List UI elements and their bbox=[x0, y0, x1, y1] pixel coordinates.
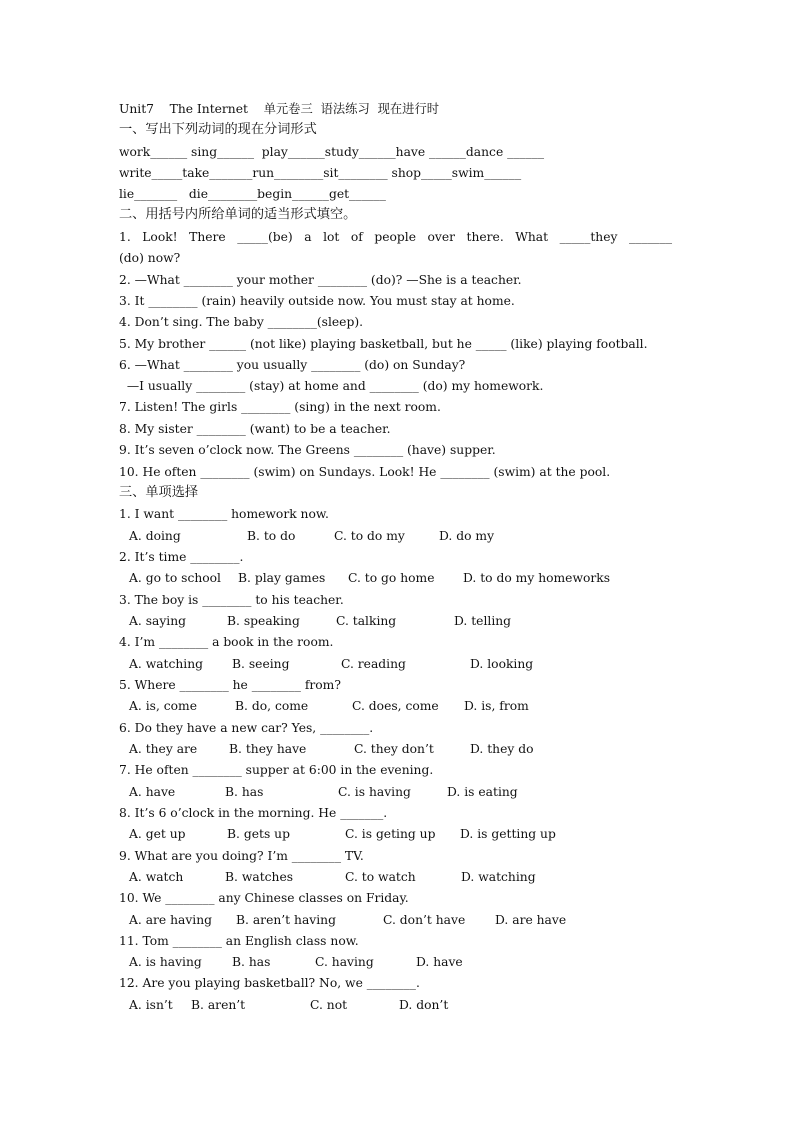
option-c: C. don’t have bbox=[383, 913, 466, 927]
fill-question: 9. It’s seven o’clock now. The Greens ________ (have) supper. bbox=[119, 443, 496, 457]
option-b: B. seeing bbox=[232, 657, 290, 671]
choice-question-stem: 12. Are you playing basketball? No, we ________. bbox=[119, 976, 420, 990]
option-c: C. reading bbox=[341, 657, 406, 671]
fill-question-continuation: (do) now? bbox=[119, 251, 181, 265]
fill-question: 3. It ________ (rain) heavily outside now. You must stay at home. bbox=[119, 294, 515, 308]
option-d: D. they do bbox=[470, 742, 534, 756]
option-a: A. go to school bbox=[129, 571, 221, 585]
verb-row: write_____take_______run________sit________ shop_____swim______ bbox=[119, 166, 522, 180]
option-b: B. aren’t bbox=[191, 998, 246, 1012]
option-b: B. they have bbox=[229, 742, 307, 756]
fill-question: 10. He often ________ (swim) on Sundays. Look! He ________ (swim) at the pool. bbox=[119, 465, 611, 479]
option-c: C. to go home bbox=[348, 571, 435, 585]
choice-options bbox=[129, 996, 689, 1014]
choice-options bbox=[129, 569, 689, 587]
option-d: D. is getting up bbox=[460, 827, 556, 841]
option-a: A. is, come bbox=[129, 699, 197, 713]
choice-question-stem: 6. Do they have a new car? Yes, ________. bbox=[119, 721, 374, 735]
fill-question: 5. My brother ______ (not like) playing basketball, but he _____ (like) playing football. bbox=[119, 337, 648, 351]
option-a: A. is having bbox=[129, 955, 202, 969]
option-b: B. has bbox=[225, 785, 264, 799]
option-a: A. isn’t bbox=[129, 998, 173, 1012]
option-d: D. looking bbox=[470, 657, 534, 671]
choice-question-stem: 2. It’s time ________. bbox=[119, 550, 244, 564]
option-d: D. is eating bbox=[447, 785, 518, 799]
choice-options bbox=[129, 911, 689, 929]
option-b: B. has bbox=[232, 955, 271, 969]
option-a: A. doing bbox=[129, 529, 181, 543]
verb-row: lie_______ die________begin______get______ bbox=[119, 187, 386, 201]
fill-question: 8. My sister ________ (want) to be a teacher. bbox=[119, 422, 391, 436]
option-a: A. get up bbox=[129, 827, 186, 841]
choice-options bbox=[129, 783, 689, 801]
choice-question-stem: 1. I want ________ homework now. bbox=[119, 507, 329, 521]
choice-options bbox=[129, 740, 689, 758]
section-1-heading: 一、写出下列动词的现在分词形式 bbox=[119, 122, 317, 137]
option-c: C. to watch bbox=[345, 870, 416, 884]
option-c: C. not bbox=[310, 998, 348, 1012]
section-2-heading: 二、用括号内所给单词的适当形式填空。 bbox=[119, 207, 357, 222]
choice-options bbox=[129, 527, 689, 545]
option-b: B. speaking bbox=[227, 614, 300, 628]
option-d: D. is, from bbox=[464, 699, 529, 713]
option-c: C. they don’t bbox=[354, 742, 434, 756]
choice-question-stem: 5. Where ________ he ________ from? bbox=[119, 678, 341, 692]
choice-options bbox=[129, 655, 689, 673]
option-c: C. having bbox=[315, 955, 374, 969]
choice-options bbox=[129, 697, 689, 715]
option-b: B. to do bbox=[247, 529, 296, 543]
option-a: A. watching bbox=[129, 657, 204, 671]
option-d: D. have bbox=[416, 955, 463, 969]
verb-row: work______ sing______ play______study______have ______dance ______ bbox=[119, 145, 545, 159]
option-a: A. are having bbox=[129, 913, 213, 927]
fill-question: 4. Don’t sing. The baby ________(sleep). bbox=[119, 315, 364, 329]
option-b: B. watches bbox=[225, 870, 294, 884]
choice-question-stem: 8. It’s 6 o’clock in the morning. He _______. bbox=[119, 806, 388, 820]
option-b: B. play games bbox=[238, 571, 326, 585]
choice-options bbox=[129, 825, 689, 843]
option-a: A. saying bbox=[129, 614, 187, 628]
option-c: C. does, come bbox=[352, 699, 439, 713]
option-c: C. to do my bbox=[334, 529, 405, 543]
option-d: D. do my bbox=[439, 529, 495, 543]
choice-question-stem: 4. I’m ________ a book in the room. bbox=[119, 635, 334, 649]
option-d: D. telling bbox=[454, 614, 512, 628]
worksheet-title: Unit7 The Internet 单元卷三 语法练习 现在进行时 bbox=[119, 102, 440, 116]
option-d: D. don’t bbox=[399, 998, 449, 1012]
choice-question-stem: 11. Tom ________ an English class now. bbox=[119, 934, 359, 948]
option-d: D. are have bbox=[495, 913, 567, 927]
choice-options bbox=[129, 612, 689, 630]
choice-question-stem: 3. The boy is ________ to his teacher. bbox=[119, 593, 344, 607]
option-a: A. watch bbox=[129, 870, 184, 884]
option-b: B. do, come bbox=[235, 699, 309, 713]
fill-question: —I usually ________ (stay) at home and ________ (do) my homework. bbox=[119, 379, 544, 393]
option-c: C. talking bbox=[336, 614, 397, 628]
option-c: C. is geting up bbox=[345, 827, 436, 841]
choice-options bbox=[129, 868, 689, 886]
section-3-heading: 三、单项选择 bbox=[119, 485, 199, 500]
choice-question-stem: 9. What are you doing? I’m ________ TV. bbox=[119, 849, 364, 863]
option-a: A. they are bbox=[129, 742, 198, 756]
option-d: D. watching bbox=[461, 870, 536, 884]
choice-options bbox=[129, 953, 689, 971]
choice-question-stem: 7. He often ________ supper at 6:00 in the evening. bbox=[119, 763, 434, 777]
option-b: B. aren’t having bbox=[236, 913, 336, 927]
fill-question: 1. Look! There _____(be) a lot of people over there. What _____they _______ bbox=[119, 230, 672, 244]
choice-question-stem: 10. We ________ any Chinese classes on Friday. bbox=[119, 891, 409, 905]
option-b: B. gets up bbox=[227, 827, 290, 841]
fill-question: 6. —What ________ you usually ________ (do) on Sunday? bbox=[119, 358, 466, 372]
option-d: D. to do my homeworks bbox=[463, 571, 611, 585]
fill-question: 7. Listen! The girls ________ (sing) in the next room. bbox=[119, 400, 441, 414]
option-a: A. have bbox=[129, 785, 176, 799]
option-c: C. is having bbox=[338, 785, 411, 799]
fill-question: 2. —What ________ your mother ________ (do)? —She is a teacher. bbox=[119, 273, 522, 287]
